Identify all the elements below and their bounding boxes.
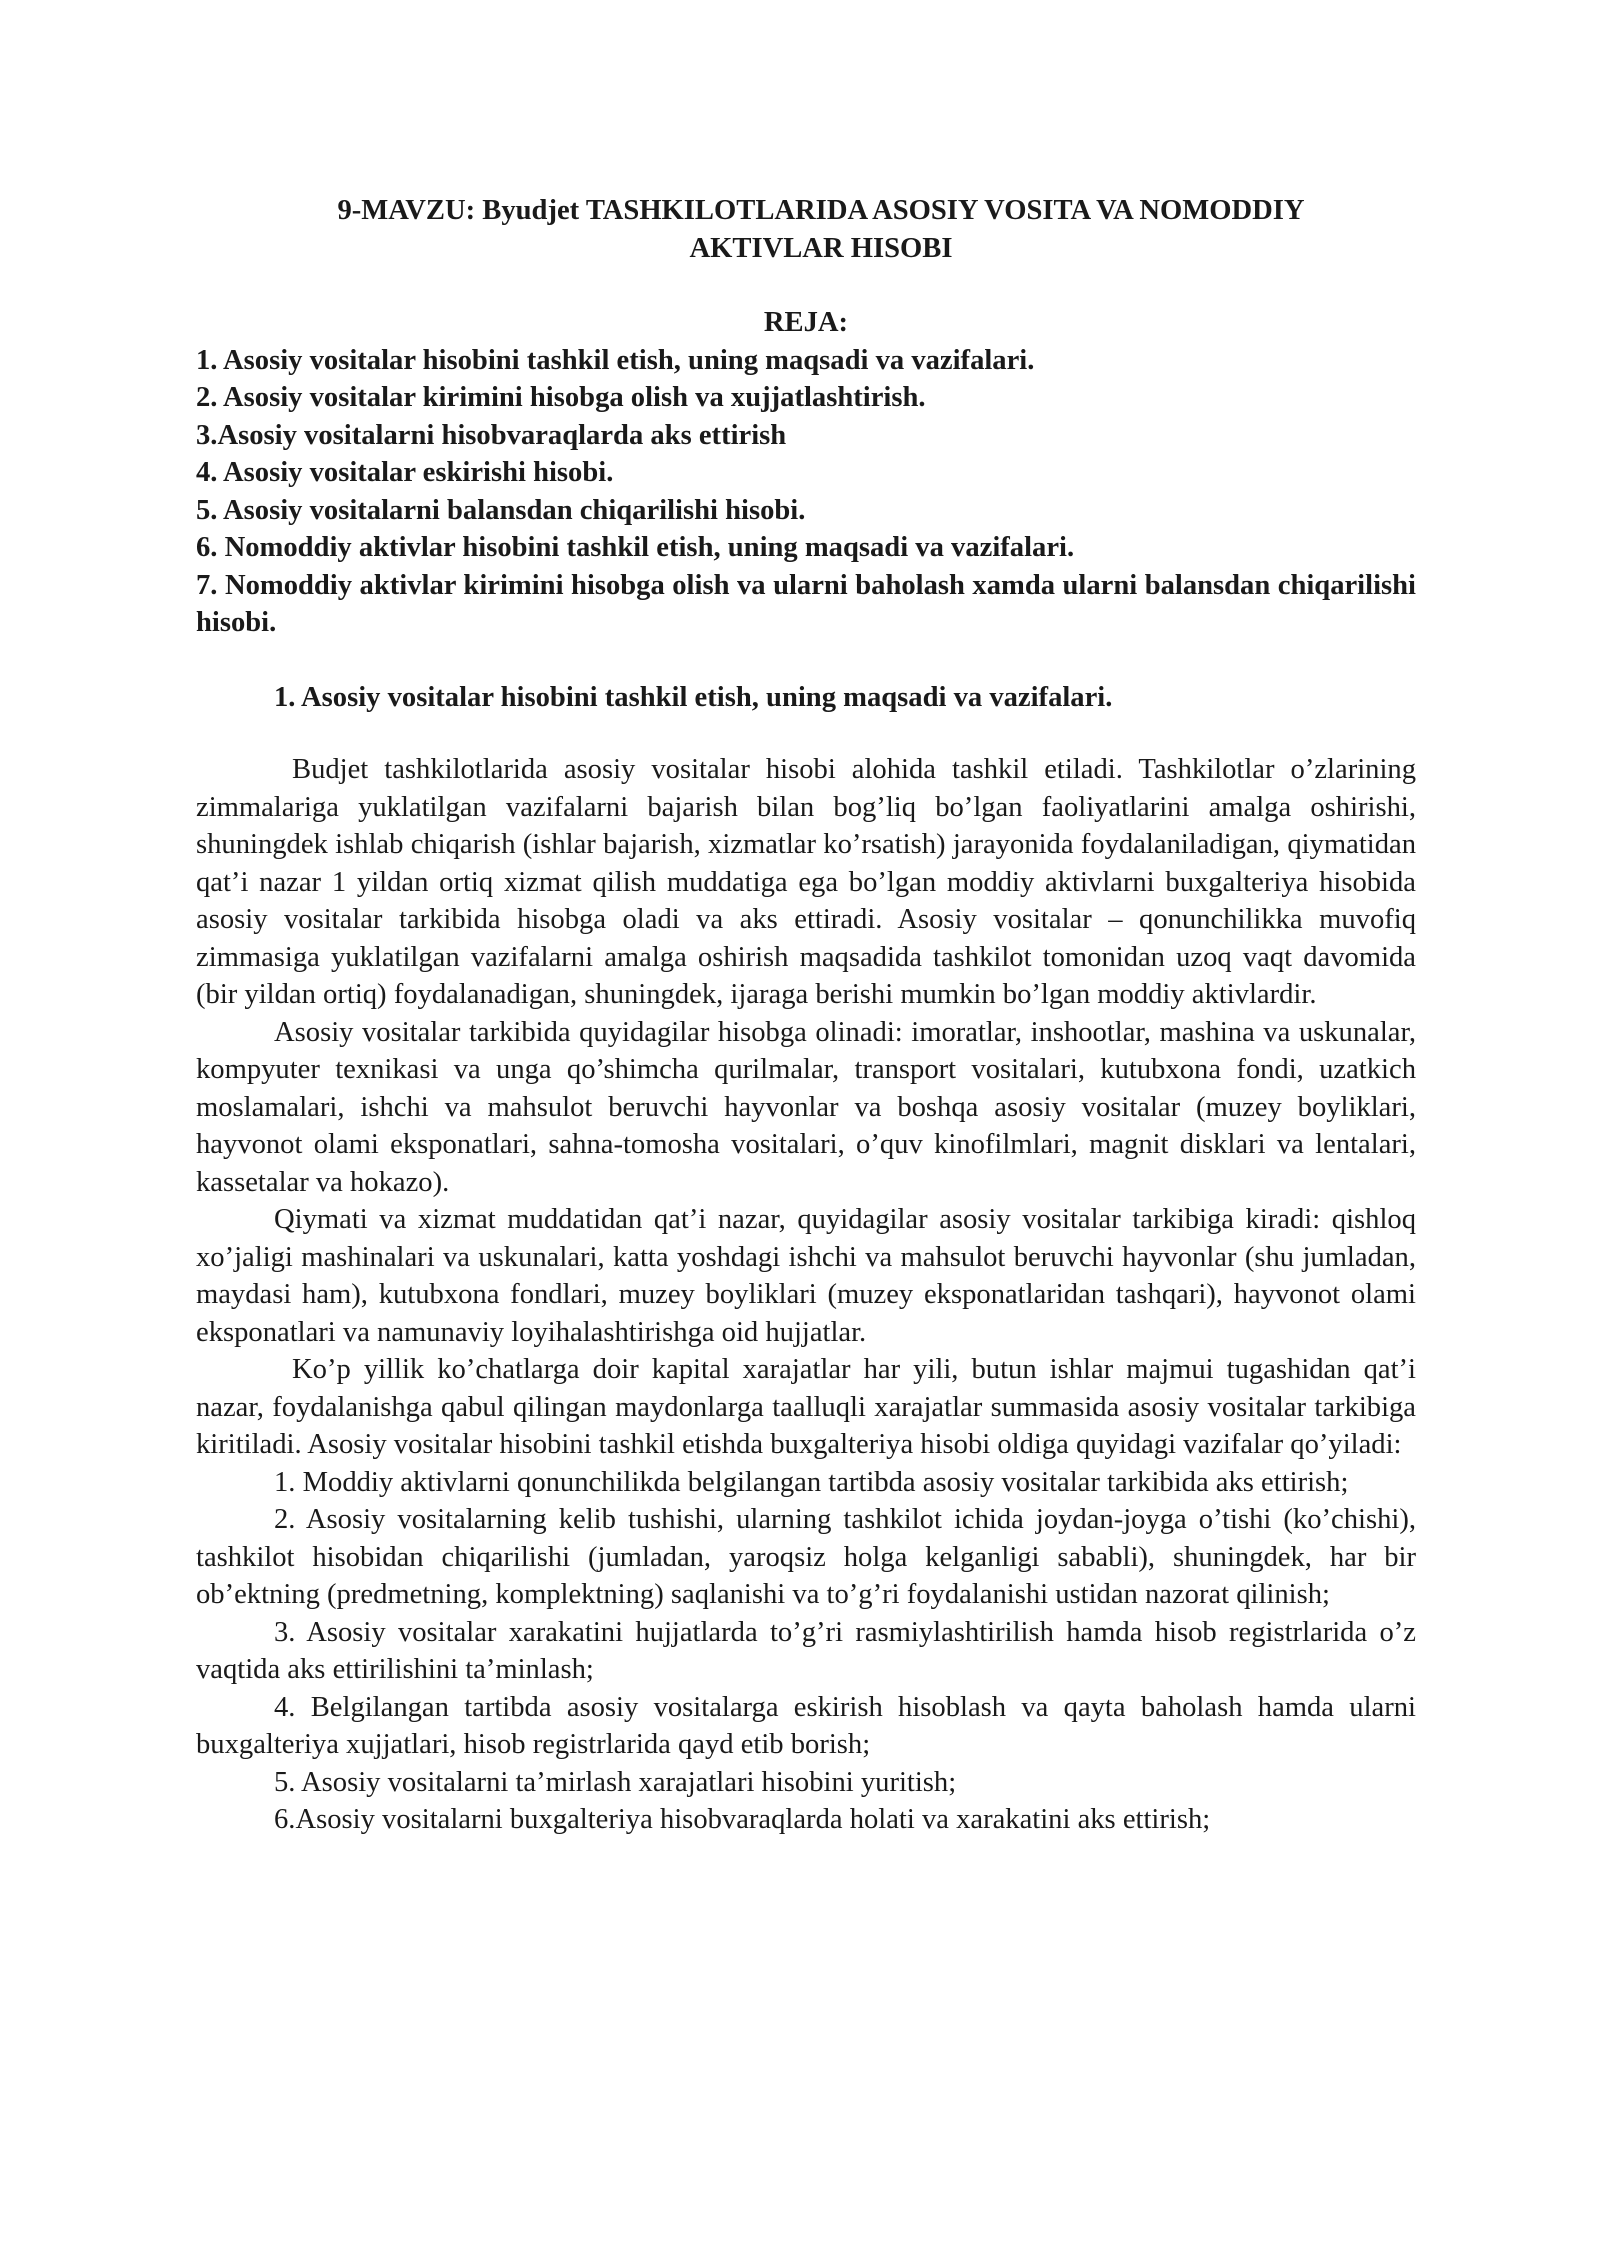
paragraph: Ko’p yillik ko’chatlarga doir kapital xarajatlar har yili, butun ishlar majmui tugashidan qat’i nazar, foydalanishga qabul qilingan maydonlarga taalluqli xarajatlar summasida asosiy vositalar tarkibiga kiritiladi. Asosiy vositalar hisobini tashkil etishda buxgalteriya hisobi oldiga quyidagi vazifalar qo’yiladi: (196, 1354, 1416, 1460)
plan-item: 1. Asosiy vositalar hisobini tashkil etish, uning maqsadi va vazifalari. (196, 344, 1035, 376)
plan-item: 7. Nomoddiy aktivlar kirimini hisobga olish va ularni baholash xamda ularni balansdan chiqarilishi hisobi. (196, 569, 1416, 638)
plan-item: 2. Asosiy vositalar kirimini hisobga olish va xujjatlashtirish. (196, 382, 926, 413)
task-item: 4. Belgilangan tartibda asosiy vositalarga eskirish hisoblash va qayta baholash hamda ularni buxgalteriya xujjatlari, hisob registrlarida qayd etib borish; (196, 1691, 1416, 1760)
plan-item: 4. Asosiy vositalar eskirishi hisobi. (196, 457, 614, 488)
task-item: 1. Moddiy aktivlarni qonunchilikda belgilangan tartibda asosiy vositalar tarkibida aks ettirish; (274, 1466, 1349, 1498)
title-line-2: AKTIVLAR HISOBI (689, 232, 953, 264)
task-item: 6.Asosiy vositalarni buxgalteriya hisobvaraqlarda holati va xarakatini aks ettirish; (274, 1804, 1211, 1835)
paragraph: Asosiy vositalar tarkibida quyidagilar hisobga olinadi: imoratlar, inshootlar, mashina va uskunalar, kompyuter texnikasi va unga qo’shimcha qurilmalar, transport vositalari, kutubxona fondi, uzatkich moslamalari, ishchi va mahsulot beruvchi hayvonlar va boshqa asosiy vositalar (muzey boyliklari, hayvonot olami eksponatlari, sahna-tomosha vositalari, o’quv kinofilmlari, magnit disklari va lentalari, kassetalar va hokazo). (196, 1016, 1416, 1198)
task-item: 2. Asosiy vositalarning kelib tushishi, ularning tashkilot ichida joydan-joyga o’tishi (ko’chishi), tashkilot hisobidan chiqarilishi (jumladan, yaroqsiz holga kelganligi sababli), shuningdek, har bir ob’ektning (predmetning, komplektning) saqlanishi va to’g’ri foydalanishi ustidan nazorat qilinish; (196, 1504, 1416, 1610)
document-page (196, 192, 1416, 1839)
paragraph: Qiymati va xizmat muddatidan qat’i nazar, quyidagilar asosiy vositalar tarkibiga kiradi: qishloq xo’jaligi mashinalari va uskunalari, katta yoshdagi ishchi va mahsulot beruvchi hayvonlar (shu jumladan, maydasi ham), kutubxona fondlari, muzey boyliklari (muzey eksponatlaridan tashqari), hayvonot olami eksponatlari va namunaviy loyihalashtirishga oid hujjatlar. (196, 1204, 1416, 1348)
plan-item: 6. Nomoddiy aktivlar hisobini tashkil etish, uning maqsadi va vazifalari. (196, 532, 1075, 563)
plan-list (196, 342, 1416, 642)
document-title (196, 192, 1416, 267)
task-item: 5. Asosiy vositalarni ta’mirlash xarajatlari hisobini yuritish; (274, 1766, 957, 1798)
title-line-1: 9-MAVZU: Byudjet TASHKILOTLARIDA ASOSIY VOSITA VA NOMODDIY (337, 195, 1305, 226)
paragraph: Budjet tashkilotlarida asosiy vositalar hisobi alohida tashkil etiladi. Tashkilotlar o’zlarining zimmalariga yuklatilgan vazifalarni bajarish bilan bog’liq bo’lgan faoliyatlarini amalga oshirishi, shuningdek ishlab chiqarish (ishlar bajarish, xizmatlar ko’rsatish) jarayonida foydalaniladigan, qiymatidan qat’i nazar 1 yildan ortiq xizmat qilish muddatiga ega bo’lgan moddiy aktivlarni buxgalteriya hisobida asosiy vositalar tarkibida hisobga oladi va aks ettiradi. Asosiy vositalar – qonunchilikka muvofiq zimmasiga yuklatilgan vazifalarni amalga oshirish maqsadida tashkilot tomonidan uzoq vaqt davomida (bir yildan ortiq) foydalanadigan, shuningdek, ijaraga berishi mumkin bo’lgan moddiy aktivlardir. (196, 754, 1416, 1010)
plan-item: 5. Asosiy vositalarni balansdan chiqarilishi hisobi. (196, 494, 806, 526)
section-heading: 1. Asosiy vositalar hisobini tashkil etish, uning maqsadi va vazifalari. (274, 681, 1113, 713)
task-item: 3. Asosiy vositalar xarakatini hujjatlarda to’g’ri rasmiylashtirilish hamda hisob registrlarida o’z vaqtida aks ettirilishini ta’minlash; (196, 1616, 1416, 1685)
plan-heading: REJA: (763, 307, 849, 338)
plan-item: 3.Asosiy vositalarni hisobvaraqlarda aks ettirish (196, 419, 787, 451)
